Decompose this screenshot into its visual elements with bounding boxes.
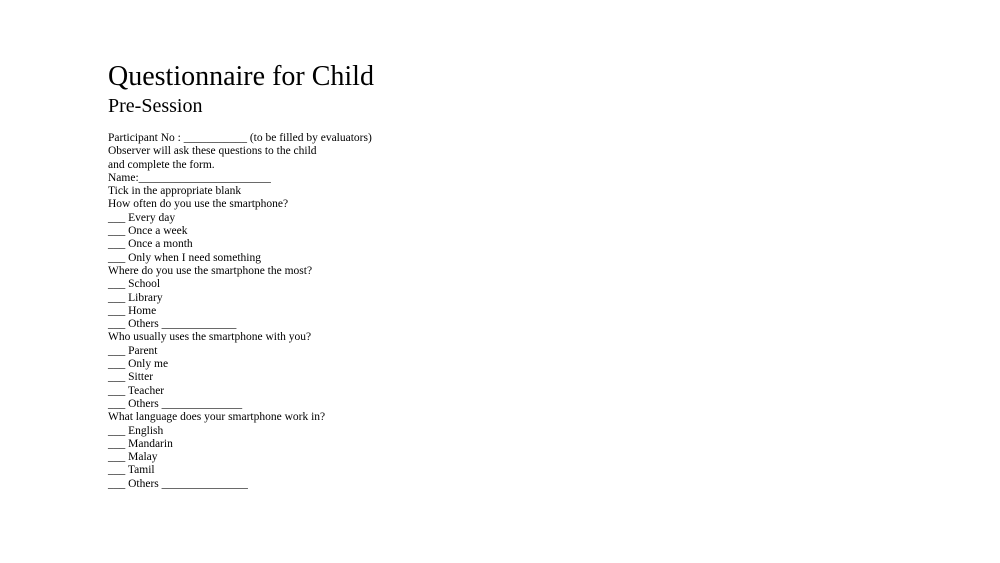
option-others-companion: ___ Others ______________ <box>108 397 243 410</box>
option-school: ___ School <box>108 278 161 291</box>
option-only-me: ___ Only me <box>108 358 169 371</box>
option-home: ___ Home <box>108 304 157 317</box>
question-text: What language does your smartphone work in? <box>108 411 326 424</box>
option-others-language: ___ Others _______________ <box>108 477 248 490</box>
participant-number-line: Participant No : ___________ (to be filled by evaluators) <box>108 132 372 144</box>
tick-instruction-line: Tick in the appropriate blank <box>108 185 242 198</box>
observer-instruction-line-2: and complete the form. <box>108 158 215 171</box>
option-malay: ___ Malay <box>108 451 158 464</box>
option-sitter: ___ Sitter <box>108 371 154 384</box>
option-parent: ___ Parent <box>108 344 158 357</box>
question-frequency <box>108 198 708 264</box>
option-english: ___ English <box>108 424 164 437</box>
option-only-when-needed: ___ Only when I need something <box>108 251 261 264</box>
observer-instruction-line-1: Observer will ask these questions to the child <box>108 145 317 158</box>
option-once-a-week: ___ Once a week <box>108 225 188 238</box>
option-tamil: ___ Tamil <box>108 464 155 477</box>
option-others-location: ___ Others _____________ <box>108 318 237 331</box>
option-library: ___ Library <box>108 291 163 304</box>
page-title: Questionnaire for Child <box>108 61 374 92</box>
page-subtitle: Pre-Session <box>108 95 203 117</box>
option-every-day: ___ Every day <box>108 211 176 224</box>
question-language <box>108 411 708 491</box>
name-field-line: Name:_______________________ <box>108 171 271 184</box>
questionnaire-page <box>108 60 708 491</box>
option-mandarin: ___ Mandarin <box>108 437 173 450</box>
question-location <box>108 265 708 331</box>
intro-section <box>108 132 708 198</box>
question-text: Who usually uses the smartphone with you? <box>108 331 312 344</box>
option-teacher: ___ Teacher <box>108 384 165 397</box>
option-once-a-month: ___ Once a month <box>108 238 193 251</box>
question-text: How often do you use the smartphone? <box>108 198 289 211</box>
question-text: Where do you use the smartphone the most? <box>108 264 313 277</box>
question-companion <box>108 331 708 411</box>
